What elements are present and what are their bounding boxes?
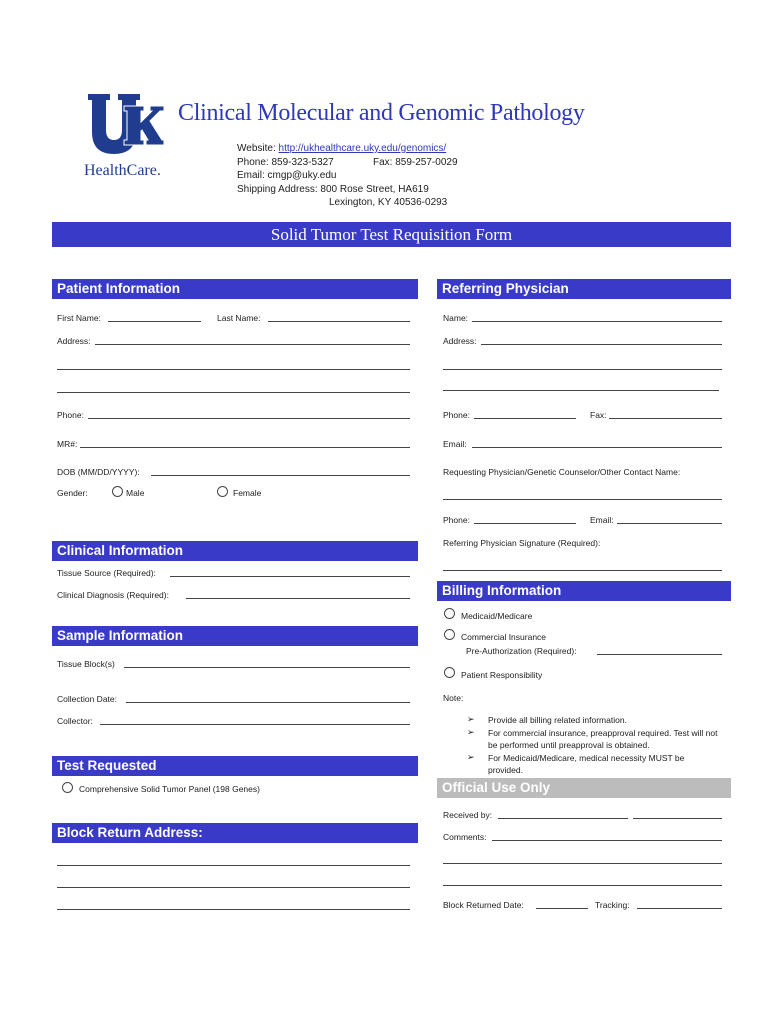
signature-field[interactable] [443, 570, 722, 571]
block-return-field-3[interactable] [57, 909, 410, 910]
comments-label: Comments: [443, 832, 487, 842]
tissue-source-label: Tissue Source (Required): [57, 568, 156, 578]
physician-address-field-2[interactable] [443, 369, 722, 370]
medicaid-label: Medicaid/Medicare [461, 611, 533, 621]
contact-email-label: Email: [590, 515, 614, 525]
comments-field-2[interactable] [443, 863, 722, 864]
tissue-source-field[interactable] [170, 576, 410, 577]
signature-label: Referring Physician Signature (Required): [443, 538, 601, 548]
preauth-field[interactable] [597, 654, 722, 655]
bullet-arrow-icon: ➢ [467, 727, 475, 737]
shipping-line-1: Shipping Address: 800 Rose Street, HA619 [237, 184, 429, 195]
preauth-label: Pre-Authorization (Required): [466, 646, 577, 656]
shipping-line-2: Lexington, KY 40536-0293 [329, 197, 448, 208]
contact-email-field[interactable] [617, 523, 722, 524]
block-return-field-1[interactable] [57, 865, 410, 866]
block-return-field-2[interactable] [57, 887, 410, 888]
physician-address-field-3[interactable] [443, 390, 719, 391]
comments-field-3[interactable] [443, 885, 722, 886]
official-use-heading: Official Use Only [437, 778, 731, 798]
form-title-banner: Solid Tumor Test Requisition Form [52, 222, 731, 247]
male-radio[interactable] [112, 486, 123, 497]
patient-phone-label: Phone: [57, 410, 84, 420]
fax-line: Fax: 859-257-0029 [373, 157, 458, 168]
physician-phone-label: Phone: [443, 410, 470, 420]
block-return-heading: Block Return Address: [52, 823, 418, 843]
website-line: Website: http://ukhealthcare.uky.edu/genomics/ [237, 143, 447, 154]
physician-fax-label: Fax: [590, 410, 607, 420]
mr-field[interactable] [80, 447, 410, 448]
bullet-arrow-icon: ➢ [467, 714, 475, 724]
patient-address-field-2[interactable] [57, 369, 410, 370]
received-by-field[interactable] [498, 818, 628, 819]
contact-phone-field[interactable] [474, 523, 576, 524]
collector-label: Collector: [57, 716, 93, 726]
email-line: Email: cmgp@uky.edu [237, 170, 337, 181]
received-by-label: Received by: [443, 810, 493, 820]
patient-responsibility-radio[interactable] [444, 667, 455, 678]
received-date-field[interactable] [633, 818, 722, 819]
collection-date-field[interactable] [126, 702, 410, 703]
contact-name-label: Requesting Physician/Genetic Counselor/Other Contact Name: [443, 467, 681, 477]
gender-label: Gender: [57, 488, 88, 498]
contact-name-field[interactable] [443, 499, 722, 500]
clinical-diagnosis-label: Clinical Diagnosis (Required): [57, 590, 169, 600]
male-label: Male [126, 488, 145, 498]
note-item: For commercial insurance, preapproval required. Test will not be performed until preapproval is obtained. [488, 728, 718, 750]
contact-phone-label: Phone: [443, 515, 470, 525]
healthcare-wordmark: HealthCare. [84, 162, 161, 179]
first-name-field[interactable] [108, 321, 201, 322]
note-item: For Medicaid/Medicare, medical necessity MUST be provided. [488, 753, 685, 775]
patient-address-field-3[interactable] [57, 392, 410, 393]
medicaid-radio[interactable] [444, 608, 455, 619]
patient-responsibility-label: Patient Responsibility [461, 670, 543, 680]
clinical-info-heading: Clinical Information [52, 541, 418, 561]
patient-address-label: Address: [57, 336, 91, 346]
website-link[interactable]: http://ukhealthcare.uky.edu/genomics/ [278, 143, 447, 154]
test-requested-heading: Test Requested [52, 756, 418, 776]
physician-name-field[interactable] [472, 321, 722, 322]
note-item: Provide all billing related information. [488, 715, 627, 725]
clinical-diagnosis-field[interactable] [186, 598, 410, 599]
sample-info-heading: Sample Information [52, 626, 418, 646]
physician-phone-field[interactable] [474, 418, 576, 419]
physician-address-field-1[interactable] [481, 344, 722, 345]
tissue-block-label: Tissue Block(s) [57, 659, 115, 669]
block-returned-date-field[interactable] [536, 908, 588, 909]
tracking-label: Tracking: [595, 900, 630, 910]
patient-address-field-1[interactable] [95, 344, 410, 345]
note-label: Note: [443, 693, 464, 703]
dob-label: DOB (MM/DD/YYYY): [57, 467, 140, 477]
referring-physician-heading: Referring Physician [437, 279, 731, 299]
last-name-field[interactable] [268, 321, 410, 322]
block-returned-date-label: Block Returned Date: [443, 900, 524, 910]
solid-tumor-panel-radio[interactable] [62, 782, 73, 793]
female-label: Female [233, 488, 262, 498]
collector-field[interactable] [100, 724, 410, 725]
tracking-field[interactable] [637, 908, 722, 909]
solid-tumor-panel-label: Comprehensive Solid Tumor Panel (198 Genes) [79, 784, 260, 794]
physician-address-label: Address: [443, 336, 477, 346]
physician-email-label: Email: [443, 439, 467, 449]
commercial-insurance-radio[interactable] [444, 629, 455, 640]
physician-name-label: Name: [443, 313, 469, 323]
tissue-block-field[interactable] [124, 667, 410, 668]
comments-field-1[interactable] [492, 840, 722, 841]
female-radio[interactable] [217, 486, 228, 497]
billing-info-heading: Billing Information [437, 581, 731, 601]
last-name-label: Last Name: [217, 313, 261, 323]
patient-info-heading: Patient Information [52, 279, 418, 299]
phone-line: Phone: 859-323-5327 [237, 157, 334, 168]
first-name-label: First Name: [57, 313, 101, 323]
commercial-insurance-label: Commercial Insurance [461, 632, 547, 642]
patient-phone-field[interactable] [88, 418, 410, 419]
mr-label: MR#: [57, 439, 78, 449]
lab-title: Clinical Molecular and Genomic Pathology [178, 100, 585, 126]
dob-field[interactable] [151, 475, 410, 476]
bullet-arrow-icon: ➢ [467, 752, 475, 762]
collection-date-label: Collection Date: [57, 694, 118, 704]
physician-email-field[interactable] [472, 447, 722, 448]
uk-logo [84, 90, 164, 160]
physician-fax-field[interactable] [609, 418, 722, 419]
